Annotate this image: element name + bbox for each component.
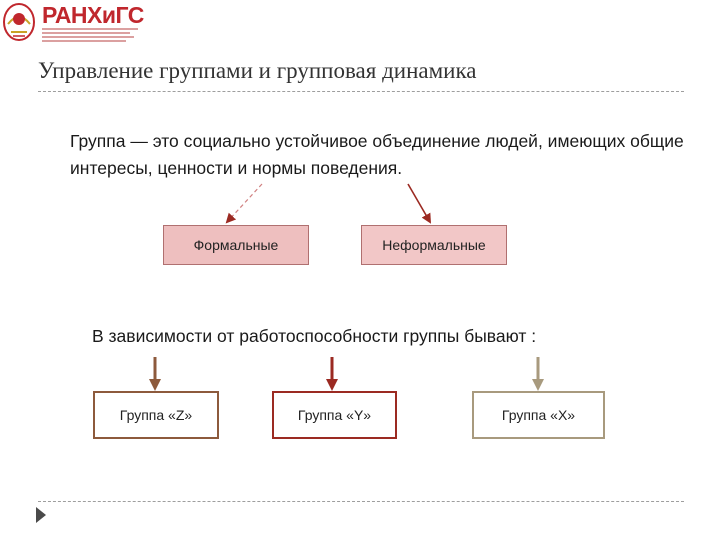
logo-subtitle-lines	[42, 28, 138, 44]
group-z-box	[93, 391, 219, 439]
slide-title: Управление группами и групповая динамика	[38, 58, 477, 83]
title-divider	[38, 91, 684, 92]
triangle-right-icon[interactable]	[36, 507, 46, 523]
group-x-box	[472, 391, 605, 439]
formal-group-label: Формальные	[193, 237, 279, 253]
informal-group-box	[361, 225, 507, 265]
formal-group-box	[163, 225, 309, 265]
group-z-label: Группа «Z»	[119, 407, 193, 423]
group-y-box	[272, 391, 397, 439]
informal-group-label: Неформальные	[382, 237, 486, 253]
group-y-label: Группа «Y»	[297, 407, 372, 423]
emblem-icon	[2, 2, 36, 42]
footer-divider	[38, 501, 684, 502]
group-x-label: Группа «X»	[501, 407, 576, 423]
arrow-to-informal	[408, 184, 430, 222]
logo	[2, 2, 142, 46]
definition-text: Группа — это социально устойчивое объединение людей, имеющих общие интересы, ценности и нормы поведения.	[70, 131, 684, 178]
groups-subtitle: В зависимости от работоспособности группы бывают :	[92, 326, 537, 346]
arrow-to-formal	[227, 184, 262, 222]
logo-name: РАНХиГС	[42, 2, 144, 28]
